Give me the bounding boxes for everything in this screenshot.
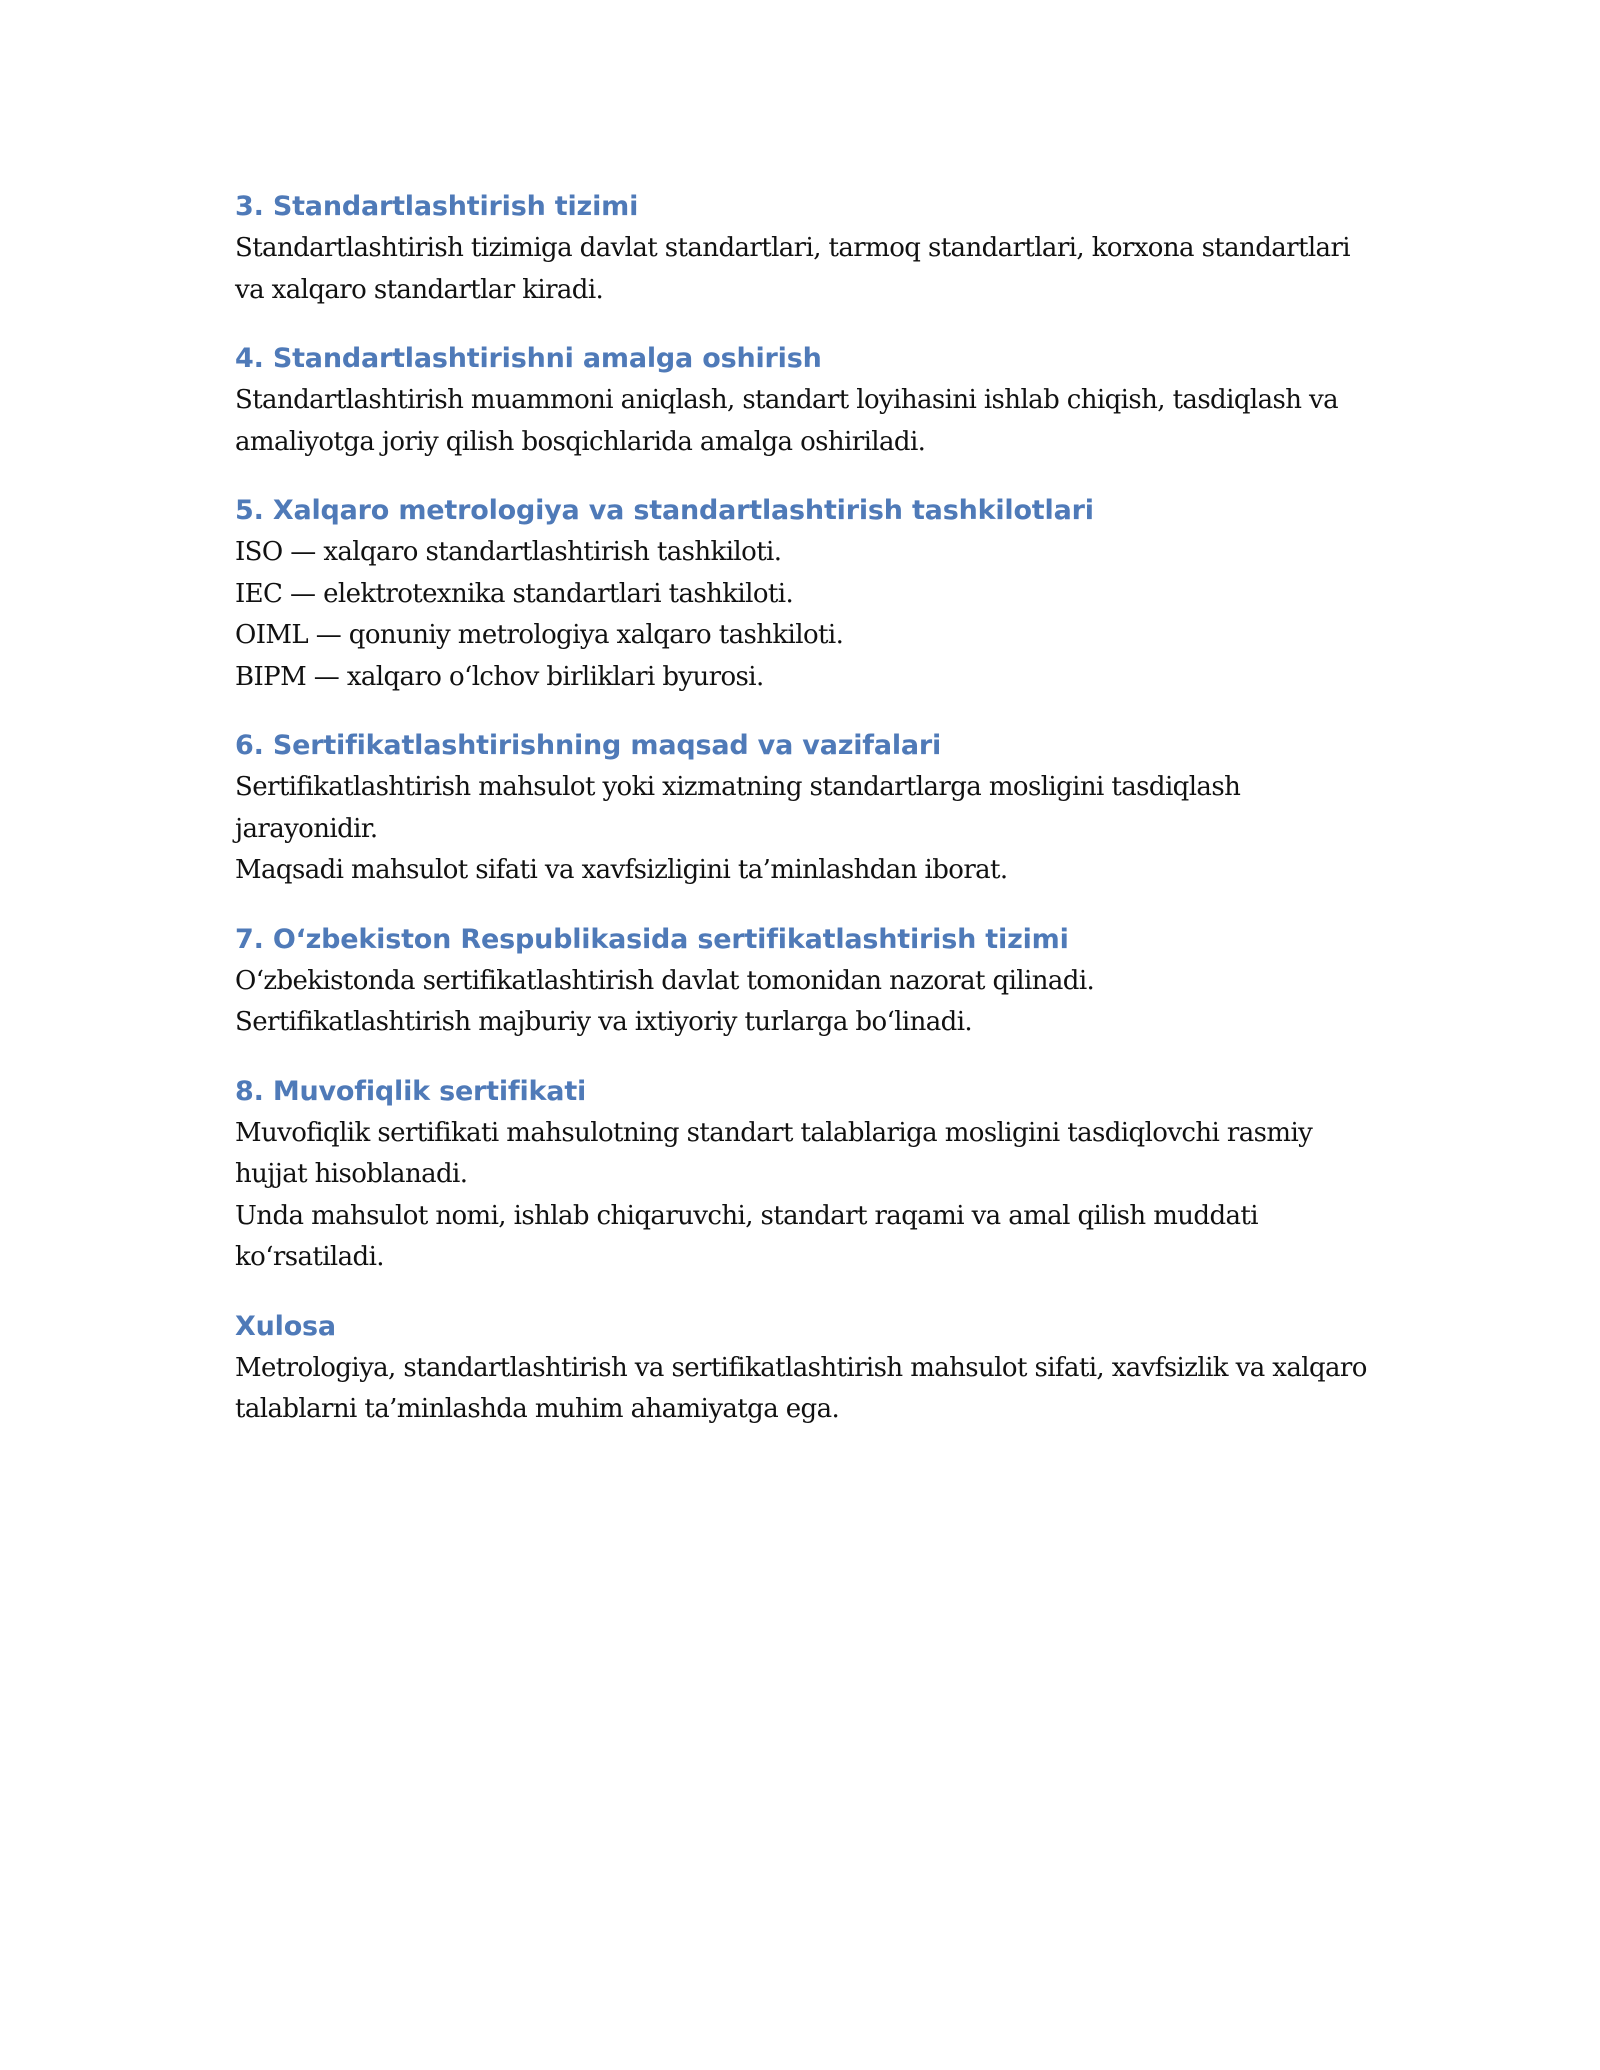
section-international-organizations [235, 490, 1375, 698]
paragraph: IEC — elektrotexnika standartlari tashkiloti. [235, 578, 794, 609]
section-certification-goals [235, 725, 1375, 892]
section-uzbekistan-certification [235, 919, 1375, 1044]
paragraph: Standartlashtirish muammoni aniqlash, standart loyihasini ishlab chiqish, tasdiqlash va amaliyotga joriy qilish bosqichlarida amalga oshiriladi. [235, 385, 1339, 457]
document-body [235, 186, 1375, 1458]
section-heading: 5. Xalqaro metrologiya va standartlashtirish tashkilotlari [235, 495, 1094, 526]
paragraph: BIPM — xalqaro oʻlchov birliklari byurosi. [235, 661, 764, 692]
section-conclusion [235, 1306, 1375, 1431]
section-standardization-implementation [235, 338, 1375, 463]
paragraph: Muvofiqlik sertifikati mahsulotning standart talablariga mosligini tasdiqlovchi rasmiy hujjat hisoblanadi. [235, 1117, 1313, 1189]
section-heading: 6. Sertifikatlashtirishning maqsad va vazifalari [235, 730, 942, 761]
section-heading: 4. Standartlashtirishni amalga oshirish [235, 343, 822, 374]
paragraph: Unda mahsulot nomi, ishlab chiqaruvchi, standart raqami va amal qilish muddati koʻrsatiladi. [235, 1200, 1258, 1272]
paragraph: ISO — xalqaro standartlashtirish tashkiloti. [235, 537, 782, 567]
section-heading: 7. Oʻzbekiston Respublikasida sertifikatlashtirish tizimi [235, 923, 1069, 955]
section-standardization-system [235, 186, 1375, 311]
paragraph: Sertifikatlashtirish mahsulot yoki xizmatning standartlarga mosligini tasdiqlash jarayonidir. [235, 772, 1241, 844]
paragraph: Oʻzbekistonda sertifikatlashtirish davlat tomonidan nazorat qilinadi. [235, 965, 1095, 996]
section-heading: Xulosa [235, 1310, 336, 1342]
paragraph: Standartlashtirish tizimiga davlat standartlari, tarmoq standartlari, korxona standartlari va xalqaro standartlar kiradi. [235, 233, 1350, 305]
section-heading: 8. Muvofiqlik sertifikati [235, 1075, 587, 1107]
paragraph: Maqsadi mahsulot sifati va xavfsizligini ta’minlashdan iborat. [235, 855, 1008, 885]
section-heading: 3. Standartlashtirish tizimi [235, 191, 639, 222]
paragraph: Sertifikatlashtirish majburiy va ixtiyoriy turlarga boʻlinadi. [235, 1007, 973, 1037]
section-conformity-certificate [235, 1071, 1375, 1279]
paragraph: Metrologiya, standartlashtirish va sertifikatlashtirish mahsulot sifati, xavfsizlik va xalqaro talablarni ta’minlashda muhim ahamiyatga ega. [235, 1352, 1367, 1424]
paragraph: OIML — qonuniy metrologiya xalqaro tashkiloti. [235, 620, 844, 650]
